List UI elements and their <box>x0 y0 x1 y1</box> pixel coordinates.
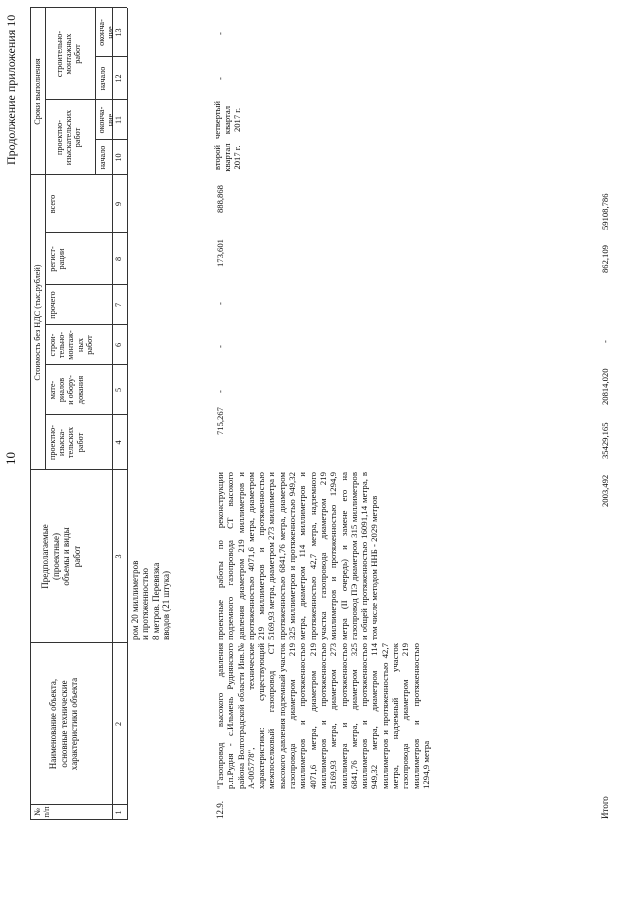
header-build-terms: строительно- монтажных работ <box>55 30 83 78</box>
header-end: оконча- ние <box>97 106 116 134</box>
header-mat: мате- риалов и обору- дования <box>48 375 85 405</box>
colnum-10: 10 <box>114 153 123 162</box>
colnum-7: 7 <box>114 302 123 308</box>
row-other-cost: - <box>215 302 225 305</box>
header-cost-group: Стоимость без НДС (тыс.рублей) <box>33 264 42 381</box>
colnum-6: 6 <box>114 342 123 348</box>
row-mat-cost: - <box>215 390 225 393</box>
colnum-13: 13 <box>114 28 123 37</box>
header-other: прочего <box>48 291 57 319</box>
header-name: Наименование объекта, основные технические характеристики объекта <box>48 677 79 771</box>
header-proj: проектно- изыска- тельских работ <box>48 425 85 460</box>
continued-cell-text: ром 20 миллиметров и протяженностью 8 метров. Перевязка вводов (21 штука) <box>130 560 171 640</box>
row-proj-start: второй квартал 2017 г. <box>212 143 243 172</box>
colnum-5: 5 <box>114 387 123 393</box>
header-num: № п/п <box>33 806 52 818</box>
colnum-3: 3 <box>114 554 123 559</box>
row-build-cost: - <box>215 345 225 348</box>
header-planned: Предполагаемые (проектные) объемы и виды работ <box>40 524 82 589</box>
colnum-9: 9 <box>114 201 123 207</box>
row-object-name: "Газопровод высокого давления р.п.Рудня - с.Ильмень Руднянского района Волгоградской области Инв.№ А-005778", технические характеристики: существующий межпоселковый газопровод СТ высокого давления подземный участок газопровода диаметром 219 миллиметров и протяженностью 4071,6 метра, диаметром 219 миллиметров и протяженностью 5169,93 метра, диаметром 273 миллиметра и протяженностью 6841,76 метра, диаметром 325 миллиметров и протяженностью 949,32 метра, диаметром 114 миллиметров и протяженностью 42,7 метра, надземный участок газопровода диаметром 219 миллиметров и протяженностью 1294,9 метра <box>215 643 431 789</box>
row-proj-cost: 715,267 <box>215 407 225 435</box>
row-reg-cost: 173,601 <box>215 239 225 267</box>
header-total: всего <box>48 194 57 214</box>
row-proj-end: четвертый квартал 2017 г. <box>212 100 243 140</box>
colnum-4: 4 <box>114 440 123 445</box>
totals-build: 20814,020 <box>600 368 610 405</box>
page-number: 10 <box>3 452 18 465</box>
colnum-2: 2 <box>114 721 123 727</box>
header-terms-group: Сроки выполнения <box>33 58 42 125</box>
totals-other: - <box>600 340 610 343</box>
row-planned-work: проектные работы по реконструкции подземного газопровода СТ высокого давления диаметром 219 миллиметров и протяженностью 4071,6 метра, диаметром 219 миллиметров и протяженностью 5169,93 метра, диаметром 273 миллиметра и протяженностью 6841,76 метра, диаметром 325 миллиметров и протяженностью 949,32 метра, диаметром 114 миллиметров и протяженностью 42,7 метра, надземного участка газопровода диаметром 219 миллиметров и протяженностью 1294,9 метра (II очередь) и замене его на газопровод ПЭ диаметром 315 миллиметров и общей протяженностью 16091,14 метра, в том числе методом ННБ - 2029 метров <box>215 472 380 640</box>
header-start-2: начало <box>98 66 107 91</box>
header-proj-terms: проектно- изыскательских работ <box>55 109 83 166</box>
row-number: 12.9. <box>215 801 225 819</box>
row-build-end: - <box>215 32 225 35</box>
colnum-12: 12 <box>114 74 123 83</box>
totals-proj: 2003,492 <box>600 474 610 507</box>
colnum-11: 11 <box>114 116 123 124</box>
colnum-1: 1 <box>114 810 123 815</box>
header-build: строи- тельно- монтаж- ных работ <box>48 330 94 360</box>
colnum-8: 8 <box>114 256 123 262</box>
header-reg: регист- рации <box>48 246 67 272</box>
header-end-2: оконча- ние <box>97 19 116 46</box>
totals-total: 59108,786 <box>600 193 610 230</box>
row-build-start: - <box>215 77 225 80</box>
continuation-title: Продолжение приложения 10 <box>4 14 18 165</box>
row-total-cost: 888,868 <box>215 185 225 213</box>
totals-reg: 862,109 <box>600 245 610 273</box>
totals-label: Итого <box>600 796 610 819</box>
header-start: начало <box>98 145 107 170</box>
totals-mat: 35429,165 <box>600 422 610 459</box>
